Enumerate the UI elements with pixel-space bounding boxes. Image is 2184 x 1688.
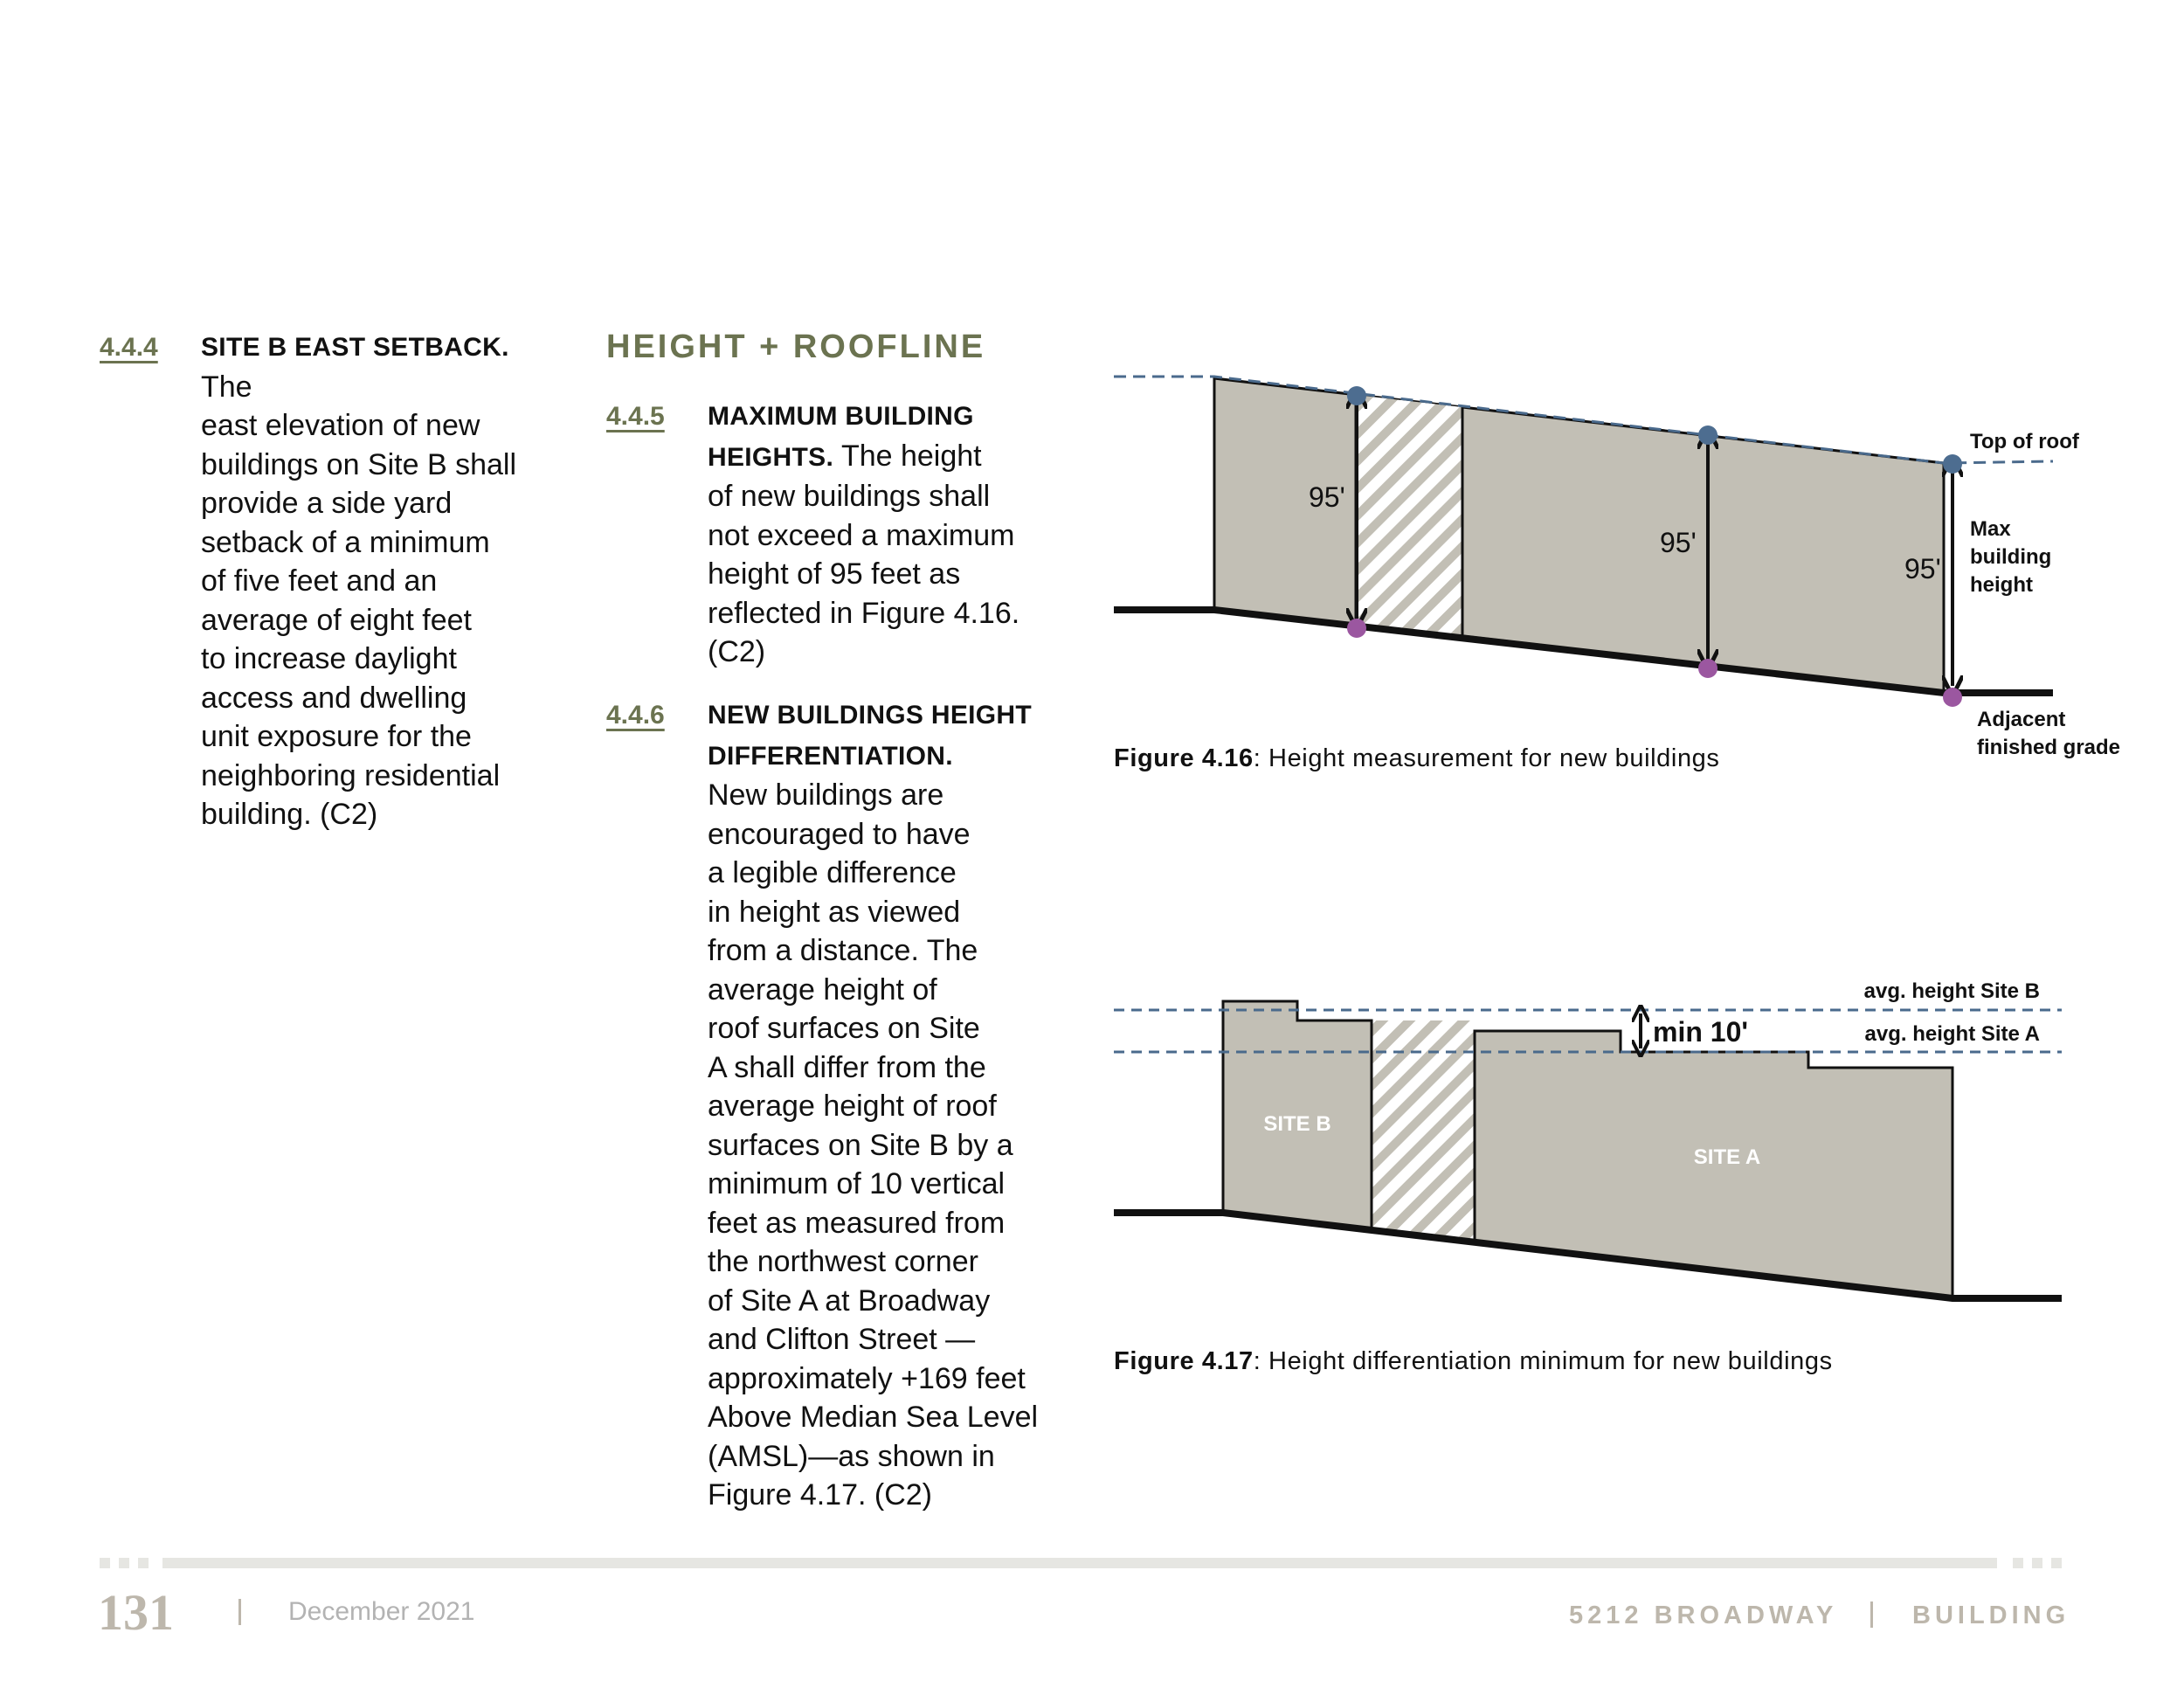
roof-marker-3 <box>1943 454 1962 474</box>
figure-4-16-diagram <box>1109 349 2140 769</box>
height-label-2: 95' <box>1660 527 1697 558</box>
section-number-4-4-4: 4.4.4 <box>100 333 158 362</box>
figure-4-16-caption: Figure 4.16: Height measurement for new buildings <box>1114 744 1720 772</box>
max-height-label-1: Max <box>1970 517 2011 541</box>
page-number: 131 <box>98 1584 174 1641</box>
hatched-gap-2 <box>1372 1020 1475 1241</box>
figure-4-17-caption: Figure 4.17: Height differentiation minimum for new buildings <box>1114 1347 1833 1375</box>
grade-label-2: finished grade <box>1977 736 2121 759</box>
hatched-gap <box>1356 395 1462 636</box>
height-label-3: 95' <box>1904 553 1941 585</box>
footer-dot <box>2013 1558 2023 1568</box>
grade-marker-1 <box>1347 619 1366 638</box>
section-4-4-4-text: SITE B EAST SETBACK. The east elevation of new buildings on Site B shall provide a side yard setback of a minimum of five feet and an average of eight feet to increase daylight access and dwelling unit exposure for the neighboring residential building. (C2) <box>201 333 517 831</box>
max-height-label-3: height <box>1970 573 2033 597</box>
grade-marker-2 <box>1698 659 1717 678</box>
grade-label-1: Adjacent <box>1977 708 2066 731</box>
section-4-4-5-title: MAXIMUM BUILDING <box>708 402 974 431</box>
min-10-label: min 10' <box>1653 1016 1748 1048</box>
figure-4-17-diagram <box>1109 961 2140 1311</box>
site-b-label: SITE B <box>1263 1112 1331 1136</box>
section-4-4-6-text: NEW BUILDINGS HEIGHT DIFFERENTIATION. New buildings are encouraged to have a legible difference in height as viewed from a distance. The average height of roof surfaces on Site A shall differ from the average height of roof surfaces on Site B by a minimum of 10 vertical feet as measured from the northwest corner of Site A at Broadway and Clifton Street — approximately +169 feet Above Median Sea Level (AMSL)—as shown in Figure 4.17. (C2) <box>708 701 1039 1512</box>
height-label-1: 95' <box>1309 481 1345 513</box>
footer-project: 5212 BROADWAY <box>1569 1602 1838 1629</box>
avg-height-a-label: avg. height Site A <box>1864 1022 2040 1046</box>
roof-marker-1 <box>1347 386 1366 405</box>
footer-separator <box>1870 1602 1873 1628</box>
roof-marker-2 <box>1698 425 1717 445</box>
grade-marker-3 <box>1943 688 1962 707</box>
footer-dot <box>138 1558 149 1568</box>
top-of-roof-label: Top of roof <box>1970 430 2079 453</box>
section-4-4-4-title: SITE B EAST SETBACK. <box>201 333 509 362</box>
footer-dot <box>2032 1558 2042 1568</box>
footer-separator <box>238 1599 241 1625</box>
footer-dot <box>2051 1558 2062 1568</box>
footer-dot <box>100 1558 110 1568</box>
footer-rule <box>162 1558 1997 1568</box>
footer-dot <box>119 1558 129 1568</box>
section-number-4-4-6: 4.4.6 <box>606 701 665 730</box>
footer-date: December 2021 <box>288 1597 475 1626</box>
section-heading: HEIGHT + ROOFLINE <box>606 329 986 365</box>
section-number-4-4-5: 4.4.5 <box>606 402 665 431</box>
max-height-label-2: building <box>1970 545 2052 569</box>
section-4-4-6-title: NEW BUILDINGS HEIGHT <box>708 701 1032 730</box>
footer-section: BUILDING <box>1912 1602 2070 1629</box>
section-4-4-5-text: MAXIMUM BUILDING HEIGHTS. The height of new buildings shall not exceed a maximum height of 95 feet as reflected in Figure 4.16. (C2) <box>708 402 1020 668</box>
site-a-label: SITE A <box>1693 1145 1761 1169</box>
avg-height-b-label: avg. height Site B <box>1863 979 2040 1003</box>
